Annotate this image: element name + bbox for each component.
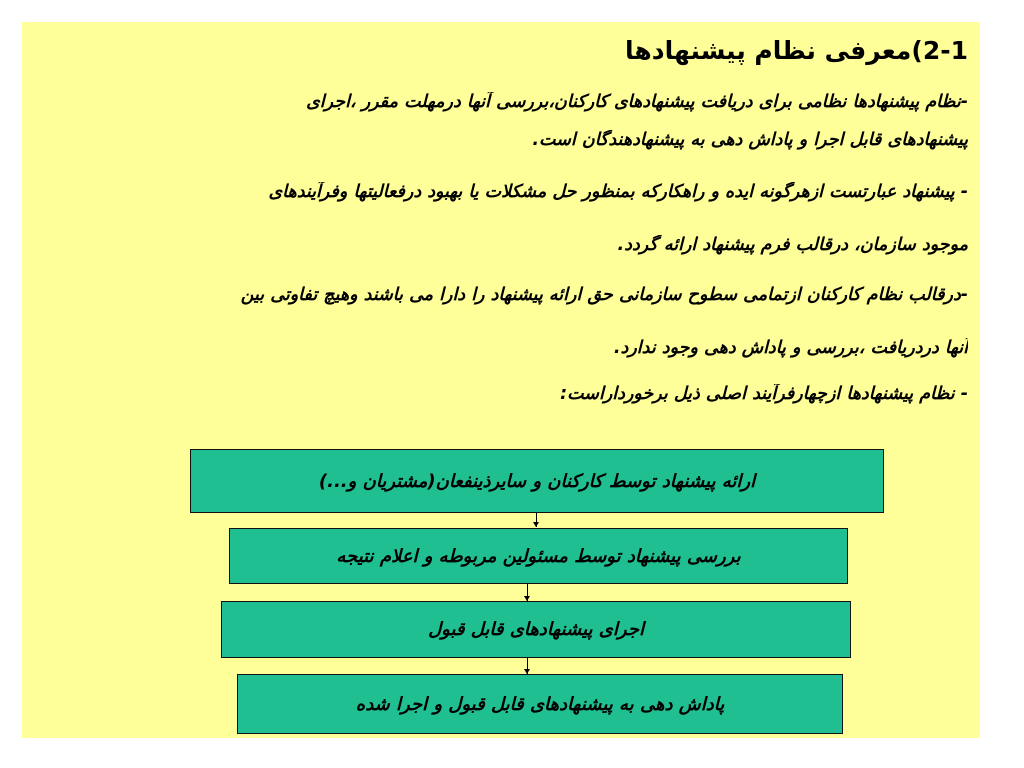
paragraph-line: - نظام پیشنهادها ازچهارفرآیند اصلی ذیل برخورداراست: — [560, 384, 968, 404]
page-title: 2-1)معرفی نظام پیشنهادها — [625, 36, 968, 65]
slide-background — [22, 22, 980, 738]
flow-arrow-icon — [533, 522, 539, 527]
paragraph-line: پیشنهادهای قابل اجرا و پاداش دهی به پیشنهادهندگان است. — [532, 130, 968, 150]
paragraph-line: - پیشنهاد عبارتست ازهرگونه ایده و راهکارکه بمنظور حل مشکلات یا بهبود درفعالیتها وفرآیندهای — [268, 182, 968, 202]
flow-step-reward: پاداش دهی به پیشنهادهای قابل قبول و اجرا شده — [237, 674, 843, 734]
flow-step-review: بررسی پیشنهاد توسط مسئولین مربوطه و اعلام نتیجه — [229, 528, 848, 584]
paragraph-line: موجود سازمان، درقالب فرم پیشنهاد ارائه گردد. — [617, 235, 968, 255]
paragraph-line: -درقالب نظام کارکنان ازتمامی سطوح سازمانی حق ارائه پیشنهاد را دارا می باشند وهیچ تفاوتی بین — [240, 285, 968, 305]
paragraph-line: آنها دردریافت ،بررسی و پاداش دهی وجود ندارد. — [613, 338, 968, 358]
flow-step-submit: ارائه پیشنهاد توسط کارکنان و سایرذینفعان(مشتریان و...) — [190, 449, 884, 513]
paragraph-line: -نظام پیشنهادها نظامی برای دریافت پیشنهادهای کارکنان،بررسی آنها درمهلت مقرر ،اجرای — [306, 92, 968, 112]
flow-step-implement: اجرای پیشنهادهای قابل قبول — [221, 601, 851, 658]
